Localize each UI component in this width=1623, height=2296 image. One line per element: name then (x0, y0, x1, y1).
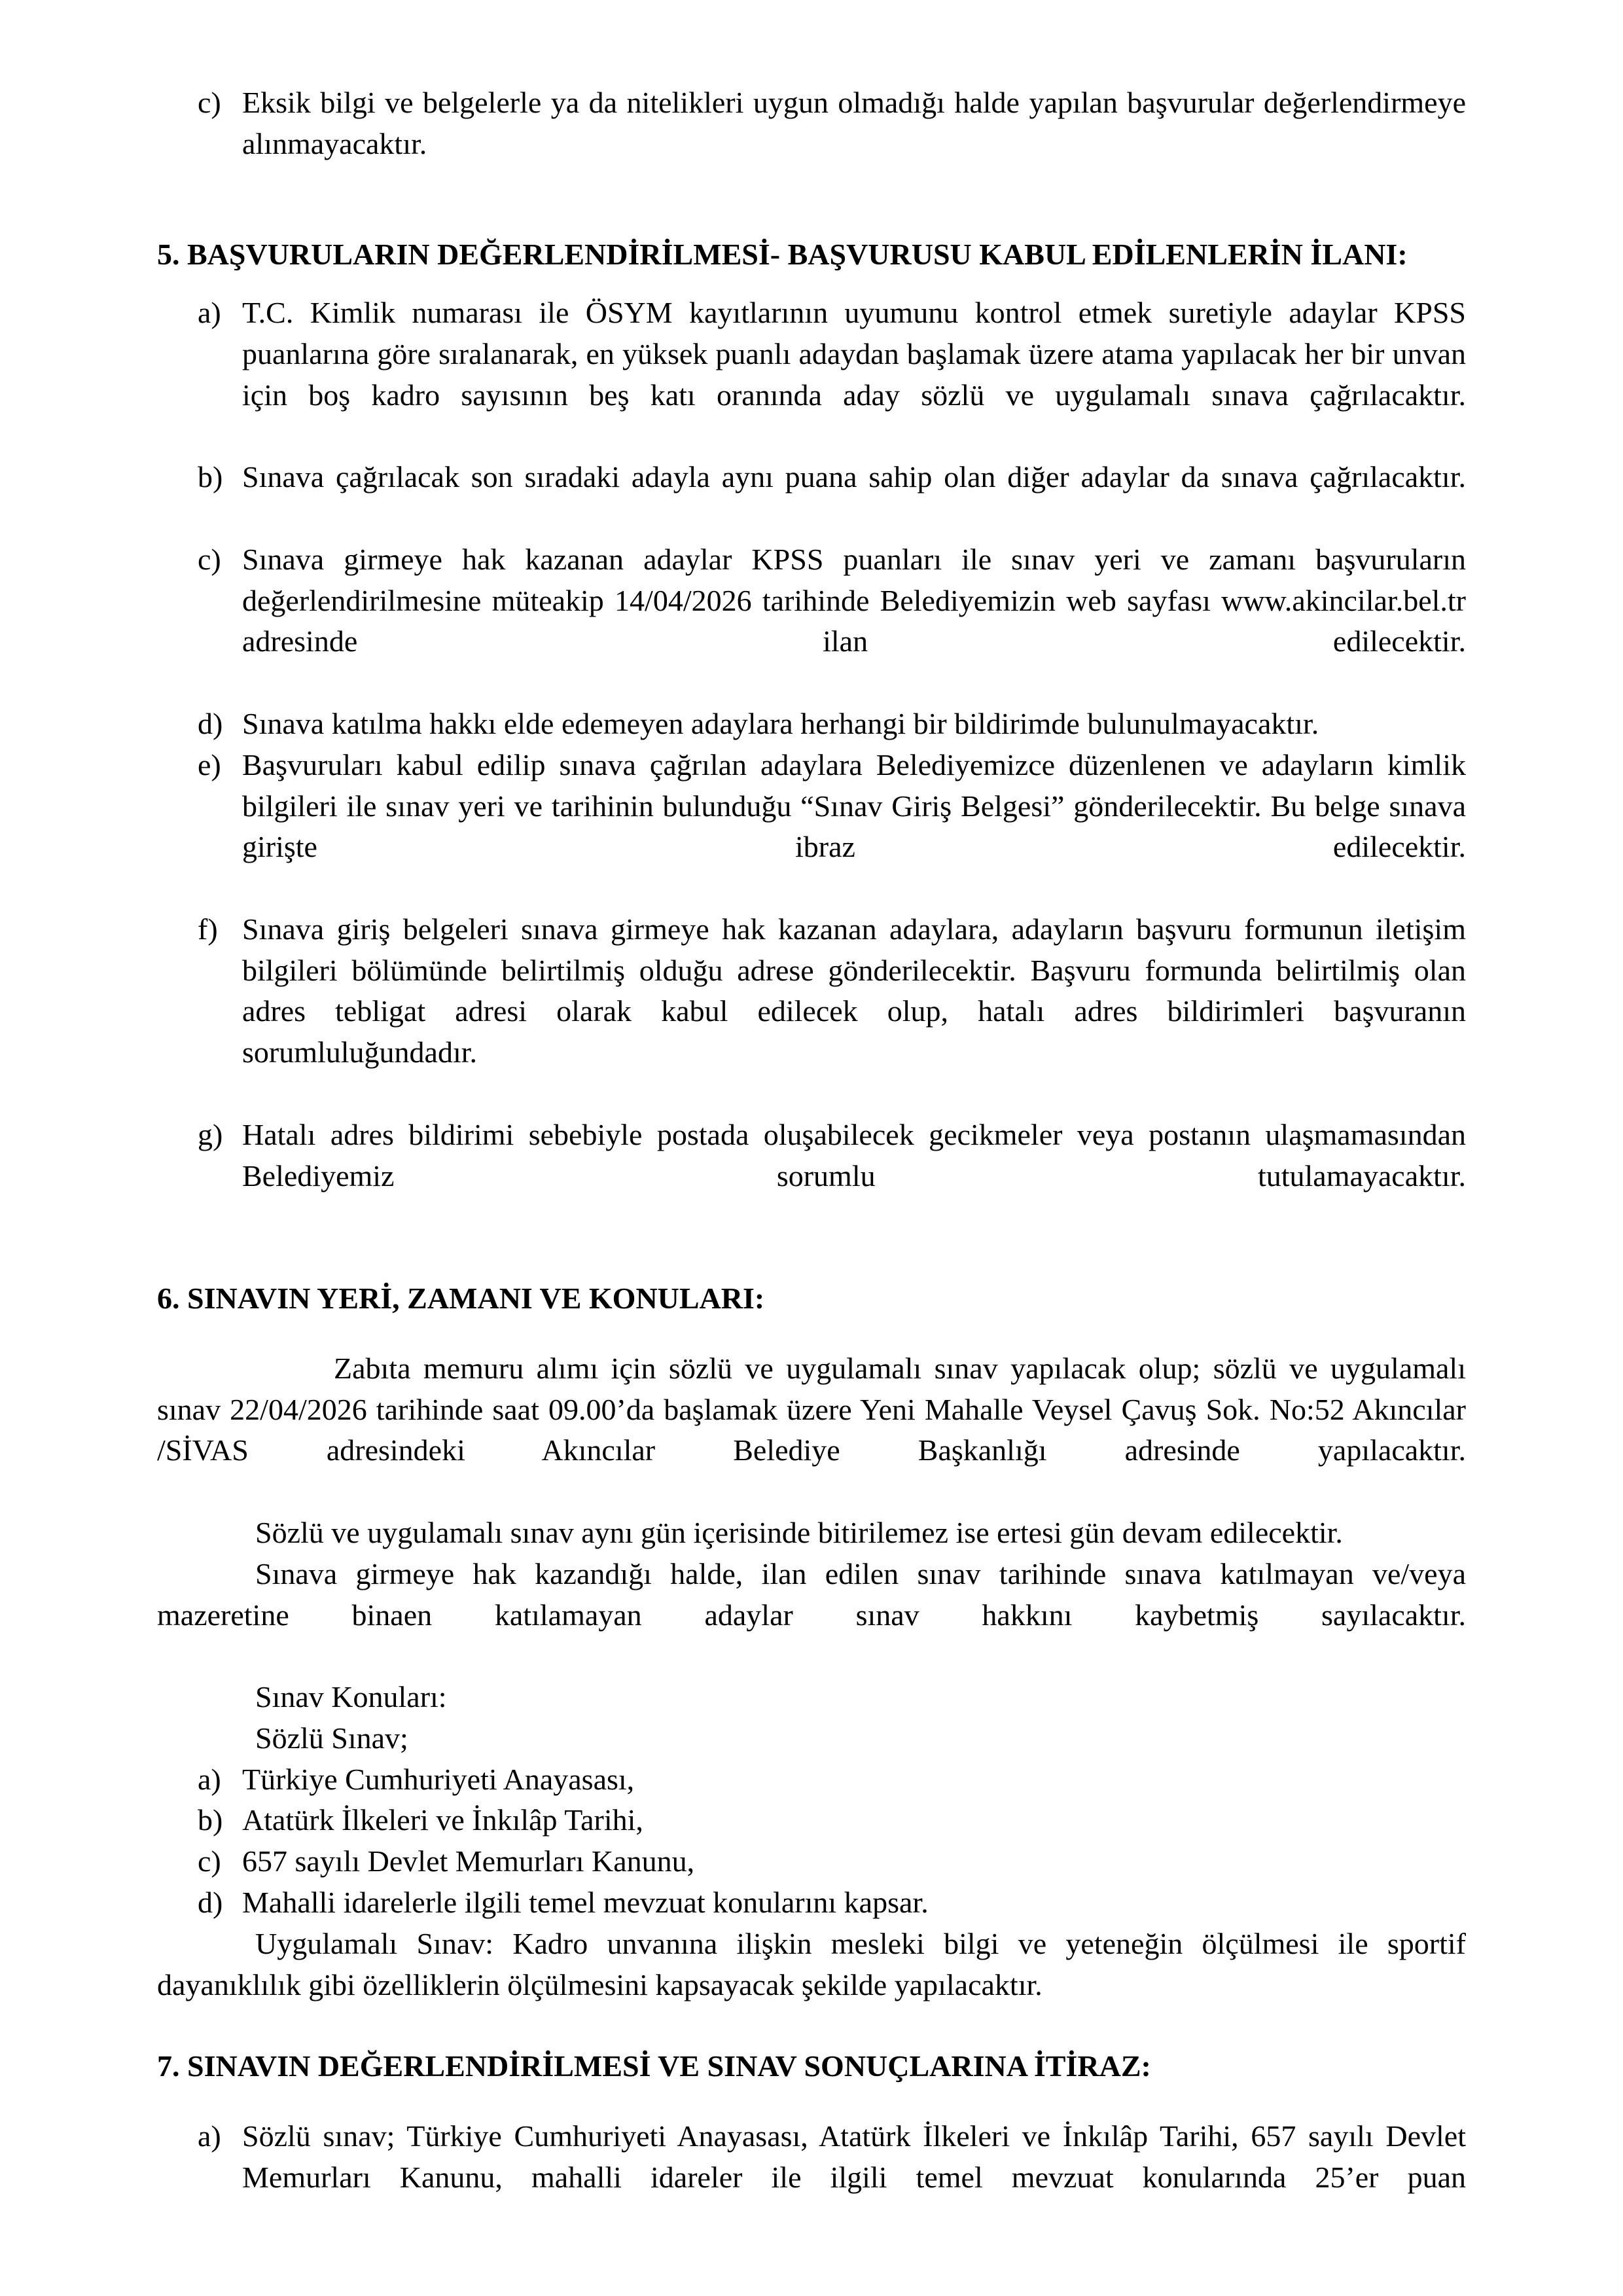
uygulamali-sinav-paragraph: Uygulamalı Sınav: Kadro unvanına ilişkin mesleki bilgi ve yeteneğin ölçülmesi ile sportif dayanıklılık gibi özelliklerin ölçülmesini kapsayacak şekilde yapılacaktır. (157, 1926, 1466, 2001)
section-6-topics-list (198, 1759, 1466, 1924)
list-marker: b) (198, 460, 223, 494)
section-5-heading: 5. BAŞVURULARIN DEĞERLENDİRİLMESİ- BAŞVURUSU KABUL EDİLENLERİN İLANI: (157, 238, 1408, 272)
list-item (198, 293, 1466, 457)
spacer (157, 2087, 1466, 2116)
list-item-text: Atatürk İlkeleri ve İnkılâp Tarihi, (242, 1803, 643, 1837)
list-marker: g) (198, 1117, 223, 1151)
section-6-paragraph-1: Zabıta memuru alımı için sözlü ve uygulamalı sınav yapılacak olup; sözlü ve uygulamalı sınav 22/04/2026 tarihinde saat 09.00’da başlamak üzere Yeni Mahalle Veysel Çavuş Sok. No:52 Akıncılar /SİVAS adresindeki Akıncılar Belediye Başkanlığı adresinde yapılacaktır. (157, 1351, 1466, 1467)
list-marker: e) (198, 747, 221, 781)
list-item-text: Sınava katılma hakkı elde edemeyen adaylara herhangi bir bildirimde bulunulmayacaktır. (242, 706, 1319, 740)
list-marker: a) (198, 1762, 221, 1796)
list-marker: d) (198, 1886, 223, 1920)
list-item-text: Eksik bilgi ve belgelerle ya da nitelikleri uygun olmadığı halde yapılan başvurular değerlendirmeye alınmayacaktır. (242, 86, 1466, 160)
list-item (198, 1882, 1466, 1924)
list-item (198, 704, 1466, 745)
list-item (198, 539, 1466, 704)
spacer (157, 276, 1466, 293)
list-item-text: Sınava girmeye hak kazanan adaylar KPSS puanları ile sınav yeri ve zamanı başvuruların değerlendirilmesine müteakip 14/04/2026 tarihinde Belediyemizin web sayfası www.akincilar.bel.tr adresinde ilan edilecektir. (242, 542, 1466, 658)
list-item-text: Hatalı adres bildirimi sebebiyle postada oluşabilecek gecikmeler veya postanın ulaşmamasından Belediyemiz sorumlu tutulamayacaktır. (242, 1117, 1466, 1193)
list-marker: f) (198, 912, 218, 946)
list-marker: c) (198, 1844, 221, 1878)
spacer (157, 2005, 1466, 2046)
section-7-heading: 7. SINAVIN DEĞERLENDİRİLMESİ VE SINAV SONUÇLARINA İTİRAZ: (157, 2049, 1151, 2083)
section-5-list (198, 293, 1466, 1238)
list-marker: c) (198, 542, 221, 576)
list-item (198, 457, 1466, 539)
list-item (198, 909, 1466, 1115)
spacer (157, 1319, 1466, 1348)
list-item (198, 1800, 1466, 1841)
spacer (157, 206, 1466, 234)
list-marker: a) (198, 296, 221, 330)
sozlu-sinav-label: Sözlü Sınav; (255, 1721, 408, 1755)
list-marker: c) (198, 86, 221, 119)
list-item-text: Başvuruları kabul edilip sınava çağrılan adaylara Belediyemizce düzenlenen ve adayların kimlik bilgileri ile sınav yeri ve tarihinin bulunduğu “Sınav Giriş Belgesi” gönderilecektir. Bu belge sınava girişte ibraz edilecektir. (242, 747, 1466, 864)
list-item-text: 657 sayılı Devlet Memurları Kanunu, (242, 1844, 695, 1878)
continued-list (198, 82, 1466, 206)
list-marker: d) (198, 706, 223, 740)
list-item-text: Türkiye Cumhuriyeti Anayasası, (242, 1762, 635, 1796)
list-item (198, 82, 1466, 206)
spacer (157, 1238, 1466, 1278)
section-6-paragraph-2: Sözlü ve uygulamalı sınav aynı gün içerisinde bitirilemez ise ertesi gün devam edilecektir. (255, 1516, 1343, 1549)
section-7-list (198, 2116, 1466, 2239)
list-item (198, 745, 1466, 909)
list-item (198, 2116, 1466, 2239)
section-6-heading: 6. SINAVIN YERİ, ZAMANI VE KONULARI: (157, 1282, 765, 1316)
list-item (198, 1759, 1466, 1801)
list-marker: b) (198, 1803, 223, 1837)
list-item-text: Mahalli idarelerle ilgili temel mevzuat konularını kapsar. (242, 1886, 929, 1920)
list-item-text: Sınava çağrılacak son sıradaki adayla aynı puana sahip olan diğer adaylar da sınava çağrılacaktır. (242, 460, 1466, 494)
list-item-text: T.C. Kimlik numarası ile ÖSYM kayıtlarının uyumunu kontrol etmek suretiyle adaylar KPSS puanlarına göre sıralanarak, en yüksek puanlı adaydan başlamak üzere atama yapılacak her bir unvan için boş kadro sayısının beş katı oranında aday sözlü ve uygulamalı sınava çağrılacaktır. (242, 296, 1466, 412)
section-6-paragraph-3: Sınava girmeye hak kazandığı halde, ilan edilen sınav tarihinde sınava katılmayan ve/veya mazeretine binaen katılamayan adaylar sınav hakkını kaybetmiş sayılacaktır. (157, 1556, 1466, 1632)
sinav-konulari-label: Sınav Konuları: (255, 1680, 447, 1714)
list-item (198, 1115, 1466, 1238)
list-marker: a) (198, 2119, 221, 2153)
list-item-text: Sınava giriş belgeleri sınava girmeye hak kazanan adaylara, adayların başvuru formunun iletişim bilgileri bölümünde belirtilmiş olduğu adrese gönderilecektir. Başvuru formunda belirtilmiş olan adres tebligat adresi olarak kabul edilecek olup, hatalı adres bildirimleri başvuranın sorumluluğundadır. (242, 912, 1466, 1069)
list-item (198, 1841, 1466, 1882)
list-item-text: Sözlü sınav; Türkiye Cumhuriyeti Anayasası, Atatürk İlkeleri ve İnkılâp Tarihi, 657 sayılı Devlet Memurları Kanunu, mahalli idareler ile ilgili temel mevzuat konularında 25’er puan (242, 2119, 1466, 2194)
